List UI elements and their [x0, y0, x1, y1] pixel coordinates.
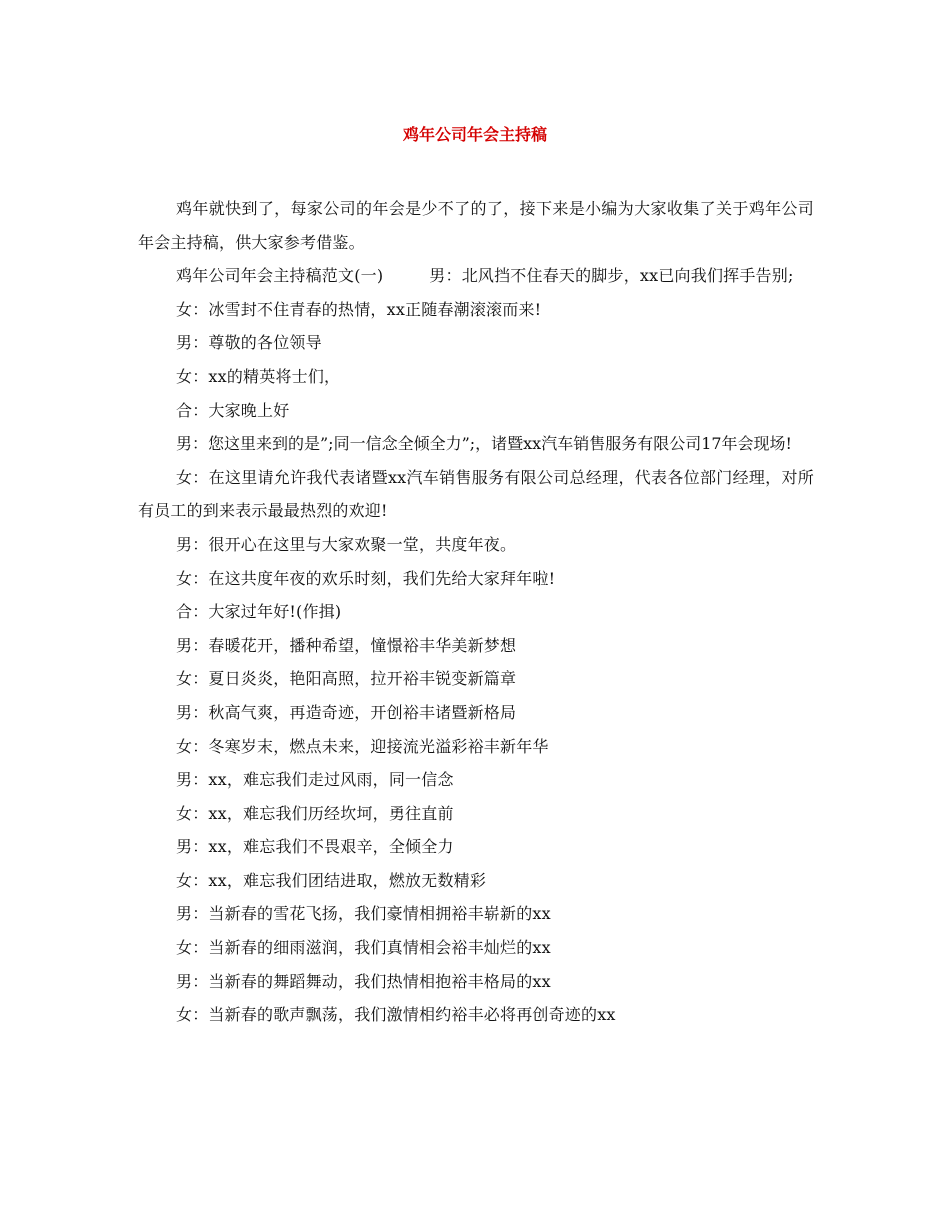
intro-paragraph: 鸡年就快到了，每家公司的年会是少不了的了，接下来是小编为大家收集了关于鸡年公司年会主持稿，供大家参考借鉴。 — [138, 199, 814, 252]
dialogue-line: 女：在这共度年夜的欢乐时刻，我们先给大家拜年啦! — [176, 568, 556, 588]
sample-heading: 鸡年公司年会主持稿范文(一) — [176, 266, 384, 286]
dialogue-line: 女：夏日炎炎，艳阳高照，拉开裕丰锐变新篇章 — [176, 669, 517, 689]
dialogue-line: 女：冬寒岁末，燃点未来，迎接流光溢彩裕丰新年华 — [176, 736, 549, 756]
document-title: 鸡年公司年会主持稿 — [402, 125, 547, 144]
dialogue-line: 合：大家过年好!(作揖) — [176, 602, 342, 622]
dialogue-line: 男：春暖花开，播种希望，憧憬裕丰华美新梦想 — [176, 635, 517, 655]
dialogue-line: 女：xx的精英将士们， — [176, 366, 341, 386]
document-body — [138, 192, 814, 1032]
dialogue-line: 男：尊敬的各位领导 — [176, 333, 322, 353]
dialogue-line: 男：您这里来到的是”;同一信念全倾全力”;，诸暨xx汽车销售服务有限公司17年会现场! — [176, 434, 792, 454]
dialogue-line: 女：当新春的细雨滋润，我们真情相会裕丰灿烂的xx — [176, 938, 551, 958]
dialogue-line: 男：xx，难忘我们不畏艰辛，全倾全力 — [176, 837, 454, 857]
dialogue-line: 男：北风挡不住春天的脚步，xx已向我们挥手告别; — [429, 266, 794, 286]
dialogue-line: 女：xx，难忘我们团结进取，燃放无数精彩 — [176, 870, 487, 890]
dialogue-line: 女：冰雪封不住青春的热情，xx正随春潮滚滚而来! — [176, 299, 542, 319]
dialogue-line: 男：很开心在这里与大家欢聚一堂，共度年夜。 — [176, 534, 517, 554]
dialogue-line: 合：大家晚上好 — [176, 400, 290, 420]
dialogue-line: 男：当新春的舞蹈舞动，我们热情相抱裕丰格局的xx — [176, 971, 551, 991]
dialogue-line: 女：在这里请允许我代表诸暨xx汽车销售服务有限公司总经理，代表各位部门经理，对所有员工的到来表示最最热烈的欢迎! — [138, 467, 814, 521]
dialogue-line: 女：xx，难忘我们历经坎坷，勇往直前 — [176, 803, 454, 823]
dialogue-line: 女：当新春的歌声飘荡，我们激情相约裕丰必将再创奇迹的xx — [176, 1005, 616, 1025]
dialogue-line: 男：xx，难忘我们走过风雨，同一信念 — [176, 770, 454, 790]
dialogue-line: 男：秋高气爽，再造奇迹，开创裕丰诸暨新格局 — [176, 702, 517, 722]
sample-heading-paragraph — [138, 259, 814, 293]
dialogue-line: 男：当新春的雪花飞扬，我们豪情相拥裕丰崭新的xx — [176, 904, 551, 924]
